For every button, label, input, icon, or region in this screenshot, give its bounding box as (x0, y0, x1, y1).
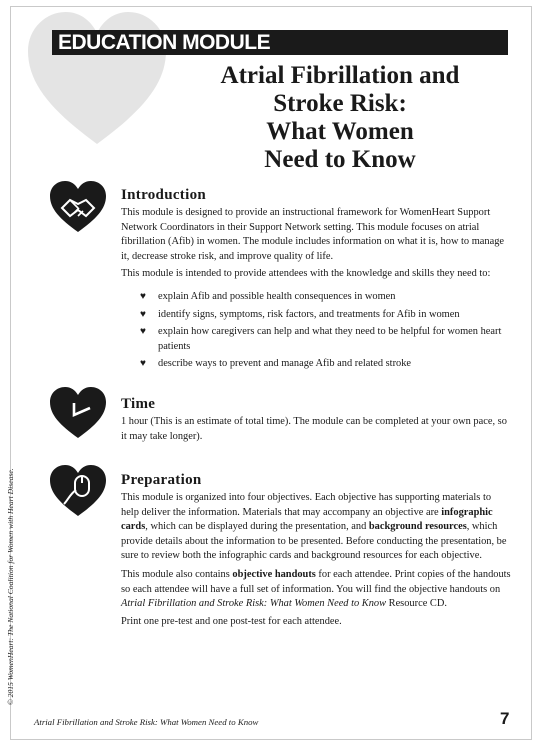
list-item: ♥ describe ways to prevent and manage Afib and related stroke (140, 357, 510, 372)
preparation-paragraph-1: This module is organized into four objectives. Each objective has supporting materials to help deliver the information. Materials that may accompany an objective are infographic cards, which can be displayed during the presentation, and background resources, which provide details about the information to be presented. Before conducting the presentation, be sure to review both the infographic cards and background resources for each objective. (121, 492, 507, 561)
infographic-cards-term: infographic cards (121, 506, 493, 532)
objective-handouts-term: objective handouts (232, 569, 316, 580)
module-label: EDUCATION MODULE (58, 31, 271, 54)
footer-title: Atrial Fibrillation and Stroke Risk: What Women Need to Know (34, 717, 259, 727)
page-number: 7 (500, 709, 510, 728)
heart-bullet-icon: ♥ (140, 358, 146, 369)
introduction-heading: Introduction (121, 187, 207, 203)
title-line-1: Atrial Fibrillation and (220, 62, 460, 89)
preparation-heading: Preparation (121, 472, 202, 488)
time-paragraph: 1 hour (This is an estimate of total time). The module can be completed at your own pace, so it may take longer). (121, 416, 507, 442)
list-item: ♥ identify signs, symptoms, risk factors, and treatments for Afib in women (140, 308, 510, 323)
page-title (160, 62, 520, 174)
heart-bullet-icon: ♥ (140, 326, 146, 337)
title-line-2: Stroke Risk: (273, 90, 407, 117)
title-line-4: Need to Know (264, 146, 416, 173)
introduction-paragraph-1: This module is designed to provide an instructional framework for WomenHeart Support Network Coordinators in their Support Network setting. This module focuses on atrial fibrillation (Afib) in women. The module includes information on what it is, how to manage it, decrease stroke risk, and improve quality of life. (121, 207, 505, 262)
list-item: ♥ explain how caregivers can help and what they need to be helpful for women heart patients (140, 326, 502, 352)
background-heart-icon (22, 6, 172, 156)
heart-bullet-icon: ♥ (140, 291, 146, 302)
preparation-paragraph-3: Print one pre-test and one post-test for each attendee. (121, 616, 342, 627)
background-resources-term: background resources (368, 521, 467, 532)
objectives-list (140, 290, 510, 375)
handshake-heart-icon (48, 180, 108, 234)
heart-bullet-icon: ♥ (140, 308, 146, 320)
introduction-paragraph-2: This module is intended to provide attendees with the knowledge and skills they need to: (121, 268, 491, 279)
copyright-notice: © 2015 WomenHeart: The National Coalition for Women with Heart Disease. (6, 468, 15, 705)
time-heading: Time (121, 396, 156, 412)
clock-heart-icon (48, 386, 108, 440)
resource-cd-title: Atrial Fibrillation and Stroke Risk: What Women Need to Know (121, 598, 387, 609)
list-item: ♥ explain Afib and possible health consequences in women (140, 290, 510, 305)
preparation-paragraph-2: This module also contains objective handouts for each attendee. Print copies of the handouts so each attendee will have a full set of information. You will find the objective handouts on Atrial Fibrillation and Stroke Risk: What Women Need to Know Resource CD. (121, 569, 511, 609)
title-line-3: What Women (266, 118, 414, 145)
mouse-heart-icon (48, 464, 108, 518)
